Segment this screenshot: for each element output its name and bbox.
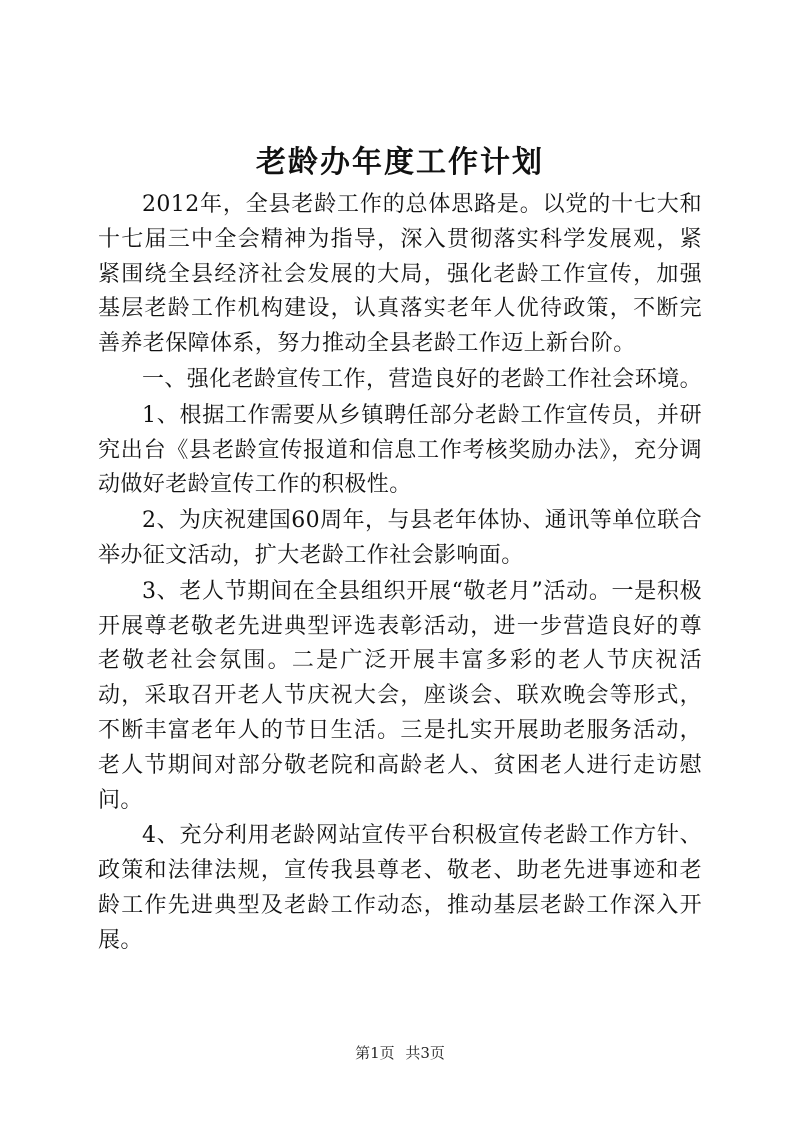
paragraph-item-2: 2、为庆祝建国60周年，与县老年体协、通讯等单位联合举办征文活动，扩大老龄工作社会影响面。 bbox=[98, 508, 702, 568]
paragraph-item-4: 4、充分利用老龄网站宣传平台积极宣传老龄工作方针、政策和法律法规，宣传我县尊老、敬老、助老先进事迹和老龄工作先进典型及老龄工作动态，推动基层老龄工作深入开展。 bbox=[98, 823, 702, 953]
paragraph-section-heading: 一、强化老龄宣传工作，营造良好的老龄工作社会环境。 bbox=[142, 366, 703, 392]
page-total: 共3页 bbox=[405, 1044, 445, 1062]
paragraph-overview: 2012年，全县老龄工作的总体思路是。以党的十七大和十七届三中全会精神为指导，深入贯彻落实科学发展观，紧紧围绕全县经济社会发展的大局，强化老龄工作宣传，加强基层老龄工作机构建设，认真落实老年人优待政策，不断完善养老保障体系，努力推动全县老龄工作迈上新台阶。 bbox=[98, 192, 702, 357]
paragraph-item-1: 1、根据工作需要从乡镇聘任部分老龄工作宣传员，并研究出台《县老龄宣传报道和信息工作考核奖励办法》，充分调动做好老龄宣传工作的积极性。 bbox=[98, 402, 702, 498]
document-body bbox=[98, 188, 702, 960]
document-title: 老龄办年度工作计划 bbox=[256, 145, 544, 180]
paragraph-item-3: 3、老人节期间在全县组织开展“敬老月”活动。一是积极开展尊老敬老先进典型评选表彰活动，进一步营造良好的尊老敬老社会氛围。二是广泛开展丰富多彩的老人节庆祝活动，采取召开老人节庆祝大会，座谈会、联欢晚会等形式，不断丰富老年人的节日生活。三是扎实开展助老服务活动，老人节期间对部分敬老院和高龄老人、贫困老人进行走访慰问。 bbox=[98, 578, 702, 813]
page-number: 第1页 bbox=[355, 1044, 395, 1062]
page-footer bbox=[0, 1043, 800, 1063]
